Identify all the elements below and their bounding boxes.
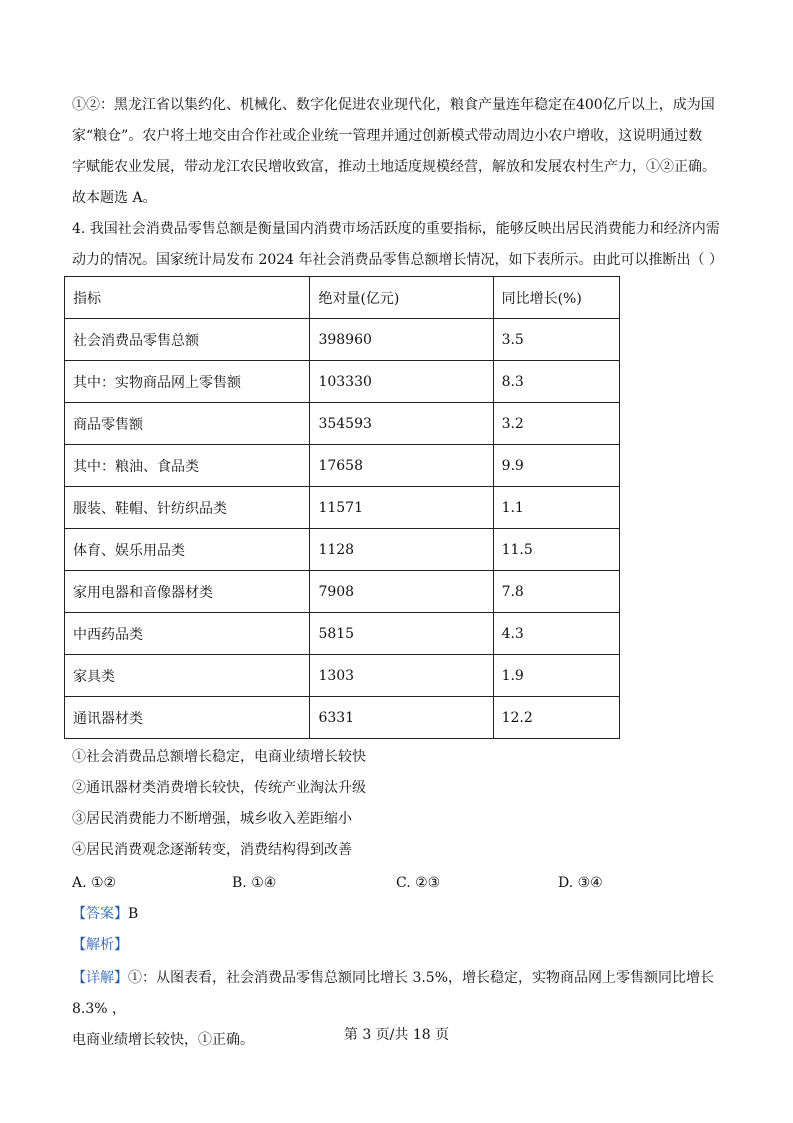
table-header: 绝对量(亿元) (310, 277, 493, 319)
table-cell: 1.1 (493, 487, 619, 529)
analysis-tag: 【解析】 (72, 937, 128, 953)
table-cell: 12.2 (493, 697, 619, 739)
table-cell: 1128 (310, 529, 493, 571)
table-cell: 11571 (310, 487, 493, 529)
table-row (65, 529, 620, 571)
table-cell: 354593 (310, 403, 493, 445)
statement-item: ③居民消费能力不断增强，城乡收入差距缩小 (72, 811, 352, 827)
table-cell: 其中：粮油、食品类 (65, 445, 310, 487)
table-cell: 其中：实物商品网上零售额 (65, 361, 310, 403)
table-row (65, 655, 620, 697)
table-row (65, 445, 620, 487)
statement-item: ①社会消费品总额增长稳定，电商业绩增长较快 (72, 749, 366, 765)
table-row (65, 697, 620, 739)
intro-line: 字赋能农业发展，带动龙江农民增收致富，推动土地适度规模经营，解放和发展农村生产力，①②正确。 (72, 159, 716, 175)
table-row (65, 403, 620, 445)
table-cell: 社会消费品零售总额 (65, 319, 310, 361)
table-cell: 商品零售额 (65, 403, 310, 445)
answer-line (72, 899, 722, 930)
intro-line: 家“粮仓”。农户将土地交由合作社或企业统一管理并通过创新模式带动周边小农户增收，这说明通过数 (72, 128, 703, 144)
page-footer: 第 3 页/共 18 页 (343, 1027, 450, 1043)
table-cell: 1.9 (493, 655, 619, 697)
detail-line-1 (72, 963, 722, 1025)
intro-line: 故本题选 A。 (72, 190, 157, 206)
answer-choices (72, 868, 732, 899)
table-cell: 398960 (310, 319, 493, 361)
table-row (65, 361, 620, 403)
table-cell: 4.3 (493, 613, 619, 655)
table-header: 指标 (65, 277, 310, 319)
table-cell: 体育、娱乐用品类 (65, 529, 310, 571)
table-cell: 8.3 (493, 361, 619, 403)
table-row (65, 613, 620, 655)
table-cell: 家具类 (65, 655, 310, 697)
detail-text: ①：从图表看，社会消费品零售总额同比增长 3.5%，增长稳定，实物商品网上零售额同比增长 8.3% ， (72, 970, 715, 1017)
table-cell: 中西药品类 (65, 613, 310, 655)
statement-list (72, 742, 366, 866)
question-line: 4. 我国社会消费品零售总额是衡量国内消费市场活跃度的重要指标，能够反映出居民消费能力和经济内需 (72, 221, 720, 237)
table-header-row (65, 277, 620, 319)
statement-item: ④居民消费观念逐渐转变，消费结构得到改善 (72, 842, 352, 858)
answer-value: B (128, 906, 139, 922)
answer-tag: 【答案】 (72, 906, 128, 922)
table-row (65, 319, 620, 361)
table-cell: 7908 (310, 571, 493, 613)
table-cell: 7.8 (493, 571, 619, 613)
table-cell: 6331 (310, 697, 493, 739)
table-cell: 9.9 (493, 445, 619, 487)
table-cell: 17658 (310, 445, 493, 487)
detail-line-2: 电商业绩增长较快，①正确。 (72, 1032, 254, 1048)
table-row (65, 571, 620, 613)
table-cell: 3.5 (493, 319, 619, 361)
retail-sales-table (64, 276, 620, 739)
table-cell: 103330 (310, 361, 493, 403)
table-header: 同比增长(%) (493, 277, 619, 319)
choice-d: D. ③④ (558, 875, 603, 891)
table-cell: 通讯器材类 (65, 697, 310, 739)
choice-a: A. ①② (72, 875, 117, 891)
table-cell: 服装、鞋帽、针纺织品类 (65, 487, 310, 529)
table-row (65, 487, 620, 529)
table-cell: 11.5 (493, 529, 619, 571)
question-line: 动力的情况。国家统计局发布 2024 年社会消费品零售总额增长情况，如下表所示。由此可以推断出（ ） (72, 252, 723, 268)
intro-line: ①②：黑龙江省以集约化、机械化、数字化促进农业现代化，粮食产量连年稳定在400亿斤以上，成为国 (72, 97, 715, 113)
table-cell: 1303 (310, 655, 493, 697)
choice-c: C. ②③ (396, 875, 441, 891)
table-cell: 家用电器和音像器材类 (65, 571, 310, 613)
detail-tag: 【详解】 (72, 970, 128, 986)
question-4 (72, 214, 722, 276)
choice-b: B. ①④ (232, 875, 277, 891)
analysis-line (72, 930, 722, 961)
table-cell: 5815 (310, 613, 493, 655)
statement-item: ②通讯器材类消费增长较快，传统产业淘汰升级 (72, 780, 366, 796)
table-cell: 3.2 (493, 403, 619, 445)
intro-paragraph (72, 90, 722, 214)
